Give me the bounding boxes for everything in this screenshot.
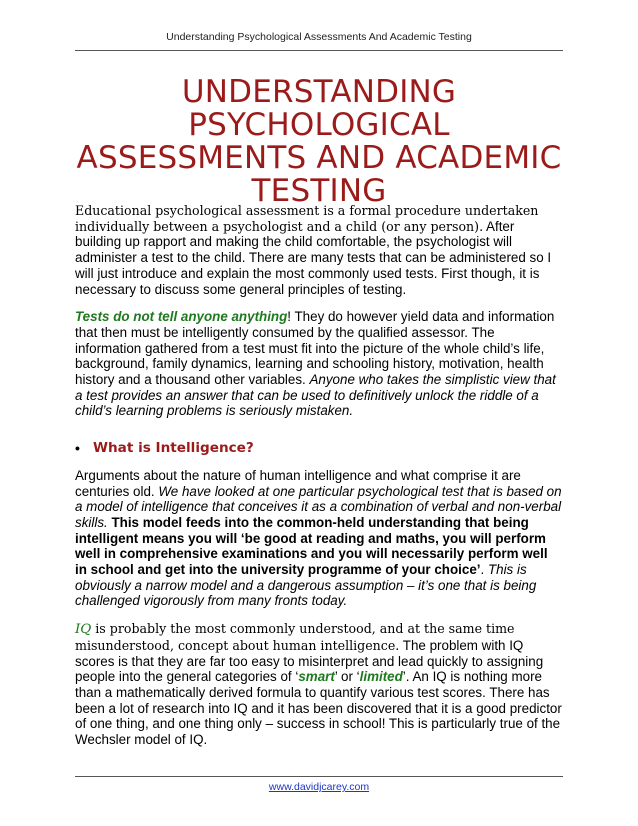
intelligence-plain: Arguments about the nature of human intelligence and what comprise it are centuries old. <box>75 467 521 499</box>
tests-emphasis: Tests do not tell anyone anything <box>75 309 288 325</box>
iq-plain-1: The problem with IQ scores is that they are far too easy to misinterpret and lead quickly to assigning people into the general categories of ‘ <box>75 637 544 685</box>
intelligence-dot: . <box>480 562 488 578</box>
iq-smart: smart <box>298 669 335 685</box>
iq-plain-2: ’. An IQ is nothing more than a mathematically derived formula to quantify various test scores. There has been a lot of research into IQ and it has been discovered that it is a good predictor of one thing, and one thing only – success in school! This is particularly true of the Wechsler model of IQ. <box>75 669 562 748</box>
tests-body: ! They do however yield data and information that then must be intelligently consumed by the qualified assessor. The information gathered from a test must fit into the picture of the whole child’s life, background, family dynamics, learning and schooling history, motivation, health history and a thousand other variables. <box>75 309 555 388</box>
running-header: Understanding Psychological Assessments And Academic Testing <box>166 31 472 43</box>
iq-limited: limited <box>359 669 403 685</box>
bullet-icon: • <box>75 440 80 457</box>
iq-paragraph <box>75 621 563 748</box>
tests-paragraph <box>75 309 563 419</box>
page-title: UNDERSTANDING PSYCHOLOGICAL ASSESSMENTS AND ACADEMIC TESTING <box>76 74 562 209</box>
intro-paragraph <box>75 203 563 297</box>
tests-italic-note: Anyone who takes the simplistic view that a test provides an answer that can be used to definitively unlock the riddle of a child’s learning problems is seriously mistaken. <box>75 372 556 419</box>
intelligence-italic-2: This is obviously a narrow model and a dangerous assumption – it’s one that is being challenged vigorously from many fronts today. <box>75 562 537 609</box>
header-divider <box>75 50 563 51</box>
footer-website-link[interactable]: www.davidjcarey.com <box>268 781 370 793</box>
section-heading-text: What is Intelligence? <box>93 440 254 457</box>
intro-serif-lead: Educational psychological assessment is a formal procedure undertaken individually between a psychologist and a child (or any person). <box>75 203 539 234</box>
intelligence-paragraph <box>75 468 563 609</box>
iq-serif-rest: is probably the most commonly understood, and at the same time misunderstood, concept about human intelligence. <box>75 621 515 653</box>
intelligence-italic-1: We have looked at one particular psychological test that is based on a model of intelligence that conceives it as a combination of verbal and non-verbal skills. <box>75 483 562 530</box>
footer-divider <box>75 776 563 777</box>
iq-or: ’ or ‘ <box>334 669 360 685</box>
document-body <box>75 203 563 760</box>
intro-rest: After building up rapport and making the child comfortable, the psychologist will administer a test to the child. There are many tests that can be administered so I will just introduce and explain the most commonly used tests. First though, it is necessary to discuss some general principles of testing. <box>75 218 552 297</box>
iq-term: IQ <box>75 622 92 638</box>
section-heading-intelligence <box>75 441 563 457</box>
intelligence-bold: This model feeds into the common-held understanding that being intelligent means you will ‘be good at reading and maths, you will perform well in comprehensive examinations and you will necessarily perform well in school and get into the university programme of your choice’ <box>75 514 548 578</box>
